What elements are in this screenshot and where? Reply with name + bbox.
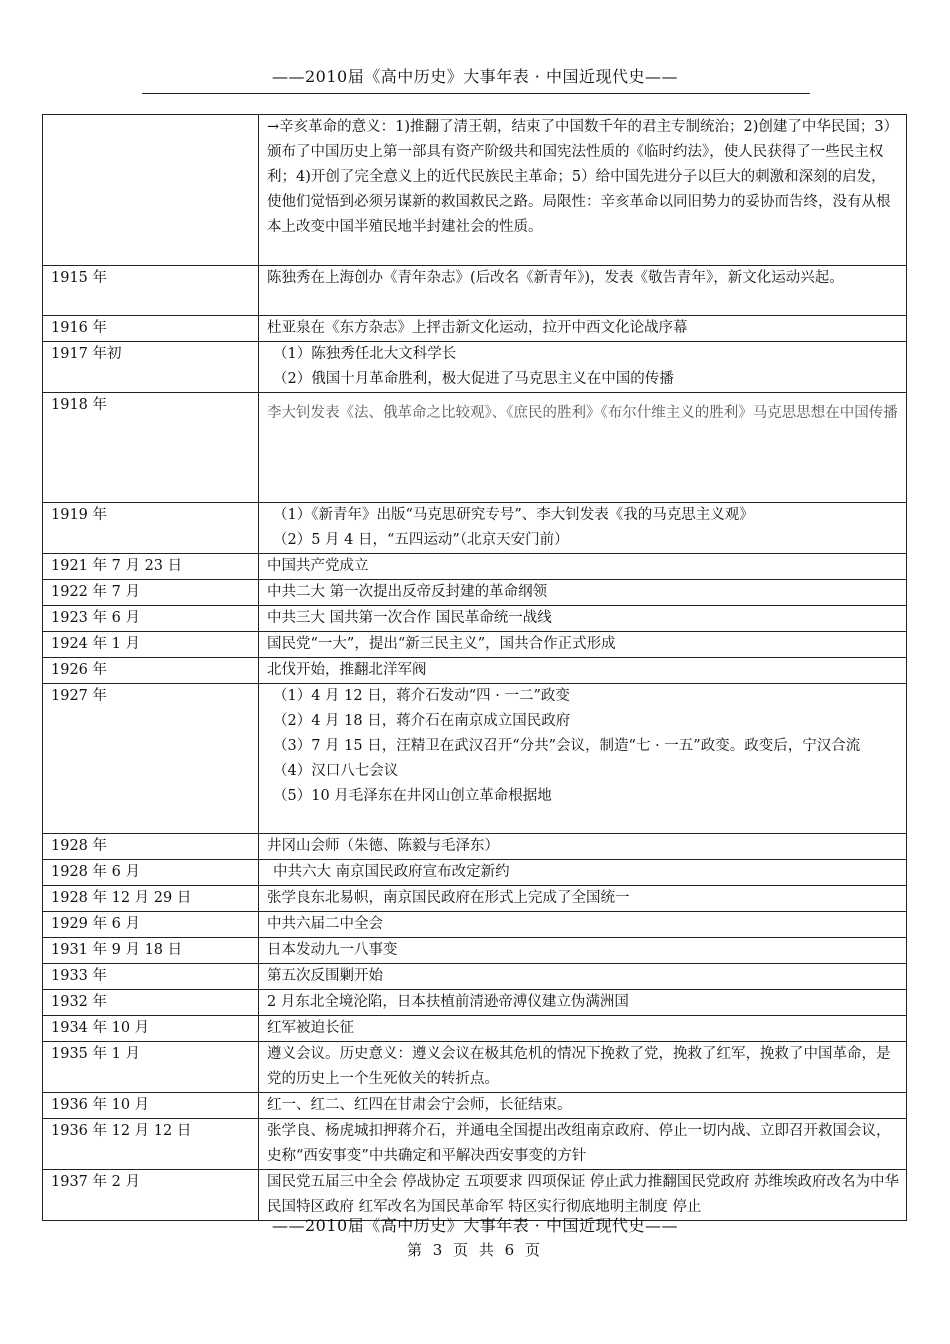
event-line: 中共三大 国共第一次合作 国民革命统一战线: [267, 610, 552, 626]
table-row: [43, 1042, 907, 1093]
table-row: [43, 580, 907, 606]
page-footer: ——2010届《高中历史》大事年表 · 中国近现代史——: [272, 1216, 678, 1235]
row-event: [259, 1093, 907, 1119]
row-date: 1933 年: [43, 964, 259, 990]
event-line: （2）4 月 18 日，蒋介石在南京成立国民政府: [273, 713, 571, 729]
event-line: 中共二大 第一次提出反帝反封建的革命纲领: [267, 584, 548, 600]
row-event: [259, 990, 907, 1016]
table-row: [43, 1093, 907, 1119]
event-line: 日本发动九一八事变: [267, 942, 398, 958]
row-date: 1922 年 7 月: [43, 580, 259, 606]
table-row: [43, 503, 907, 554]
event-line: 国民党五届三中全会 停战协定 五项要求 四项保证 停止武力推翻国民党政府 苏维埃政府改名为中华民国特区政府 红军改名为国民革命军 特区实行彻底地明主制度 停止: [267, 1174, 900, 1215]
row-event: [259, 938, 907, 964]
row-date: 1921 年 7 月 23 日: [43, 554, 259, 580]
table-row: [43, 860, 907, 886]
event-line: →辛亥革命的意义：1)推翻了清王朝，结束了中国数千年的君主专制统治；2)创建了中华民国；3）颁布了中国历史上第一部具有资产阶级共和国宪法性质的《临时约法》，使人民获得了一些民主权利；4)开创了完全意义上的近代民族民主革命；5）给中国先进分子以巨大的刺激和深刻的启发，使他们觉悟到必须另谋新的救国救民之路。局限性：辛亥革命以同旧势力的妥协而告终，没有从根本上改变中国半殖民地半封建社会的性质。: [267, 119, 899, 235]
table-row: [43, 266, 907, 316]
event-line: （3）7 月 15 日，汪精卫在武汉召开“分共”会议，制造“七 · 一五”政变。政变后，宁汉合流: [273, 738, 861, 754]
row-event: [259, 503, 907, 554]
row-date: 1937 年 2 月: [43, 1170, 259, 1221]
row-date: 1919 年: [43, 503, 259, 554]
event-line: 杜亚泉在《东方杂志》上抨击新文化运动，拉开中西文化论战序幕: [267, 320, 688, 336]
row-date: 1924 年 1 月: [43, 632, 259, 658]
row-event: [259, 115, 907, 266]
row-event: [259, 580, 907, 606]
table-row: [43, 316, 907, 342]
row-event: [259, 342, 907, 393]
row-event: [259, 316, 907, 342]
table-row: [43, 834, 907, 860]
row-date: 1928 年: [43, 834, 259, 860]
row-date: 1934 年 10 月: [43, 1016, 259, 1042]
event-line: 第五次反围剿开始: [267, 968, 383, 984]
event-line: 红军被迫长征: [267, 1020, 354, 1036]
row-event: [259, 1042, 907, 1093]
chronology-table: [42, 114, 907, 1221]
row-date: 1927 年: [43, 684, 259, 834]
row-date: 1928 年 6 月: [43, 860, 259, 886]
row-date: 1915 年: [43, 266, 259, 316]
table-row: [43, 115, 907, 266]
table-row: [43, 554, 907, 580]
table-row: [43, 606, 907, 632]
row-date: 1928 年 12 月 29 日: [43, 886, 259, 912]
event-line: 张学良、杨虎城扣押蒋介石，并通电全国提出改组南京政府、停止一切内战、立即召开救国会议，史称“西安事变”中共确定和平解决西安事变的方针: [267, 1123, 891, 1164]
row-date: 1931 年 9 月 18 日: [43, 938, 259, 964]
row-event: [259, 554, 907, 580]
row-date: 1936 年 12 月 12 日: [43, 1119, 259, 1170]
row-event: [259, 860, 907, 886]
row-date: 1935 年 1 月: [43, 1042, 259, 1093]
event-line: （2）5 月 4 日，“五四运动”（北京天安门前）: [273, 532, 569, 548]
row-event: [259, 1016, 907, 1042]
event-line: 红一、红二、红四在甘肃会宁会师，长征结束。: [267, 1097, 572, 1113]
table-row: [43, 684, 907, 834]
event-line: 遵义会议。历史意义：遵义会议在极其危机的情况下挽救了党，挽救了红军，挽救了中国革命，是党的历史上一个生死攸关的转折点。: [267, 1046, 891, 1087]
page-header: ——2010届《高中历史》大事年表 · 中国近现代史——: [272, 67, 678, 86]
row-date: 1917 年初: [43, 342, 259, 393]
row-event: [259, 834, 907, 860]
row-event: [259, 606, 907, 632]
row-date: 1932 年: [43, 990, 259, 1016]
table-row: [43, 912, 907, 938]
event-line: （5）10 月毛泽东在井冈山创立革命根据地: [273, 788, 552, 804]
row-event: [259, 1119, 907, 1170]
row-date: 1918 年: [43, 393, 259, 503]
table-row: [43, 1119, 907, 1170]
table-row: [43, 342, 907, 393]
table-row: [43, 393, 907, 503]
row-event: [259, 964, 907, 990]
table-row: [43, 632, 907, 658]
event-line: 2 月东北全境沦陷，日本扶植前清逊帝溥仪建立伪满洲国: [267, 994, 629, 1010]
row-date: 1926 年: [43, 658, 259, 684]
row-date: 1929 年 6 月: [43, 912, 259, 938]
event-line: 井冈山会师（朱德、陈毅与毛泽东）: [267, 838, 499, 854]
row-date: [43, 115, 259, 266]
event-line: 张学良东北易帜，南京国民政府在形式上完成了全国统一: [267, 890, 630, 906]
blank-space: [267, 430, 900, 458]
row-event: [259, 684, 907, 834]
table-row: [43, 658, 907, 684]
row-event: [259, 393, 907, 503]
page-number: 第 3 页 共 6 页: [407, 1241, 543, 1259]
row-event: [259, 912, 907, 938]
table-row: [43, 1016, 907, 1042]
event-line: （1）4 月 12 日，蒋介石发动“四 · 一二”政变: [273, 688, 570, 704]
event-line: 中国共产党成立: [267, 558, 369, 574]
row-event: [259, 632, 907, 658]
event-line: 中共六大 南京国民政府宣布改定新约: [273, 864, 510, 880]
table-row: [43, 886, 907, 912]
row-event: [259, 266, 907, 316]
event-line: 国民党“一大”，提出“新三民主义”，国共合作正式形成: [267, 636, 616, 652]
row-date: 1936 年 10 月: [43, 1093, 259, 1119]
header-divider: [142, 93, 810, 94]
event-line: （4）汉口八七会议: [273, 763, 399, 779]
row-date: 1916 年: [43, 316, 259, 342]
table-row: [43, 990, 907, 1016]
row-date: 1923 年 6 月: [43, 606, 259, 632]
event-line: （2）俄国十月革命胜利，极大促进了马克思主义在中国的传播: [273, 371, 674, 387]
event-line: 北伐开始，推翻北洋军阀: [267, 662, 427, 678]
event-line: （1）陈独秀任北大文科学长: [273, 346, 457, 362]
event-line: 李大钊发表《法、俄革命之比较观》、《庶民的胜利》《布尔什维主义的胜利》马克思思想在中国传播: [267, 405, 898, 421]
event-line: （1）《新青年》出版“马克思研究专号”、李大钊发表《我的马克思主义观》: [273, 507, 754, 523]
row-event: [259, 886, 907, 912]
table-row: [43, 938, 907, 964]
table-row: [43, 964, 907, 990]
row-event: [259, 658, 907, 684]
event-line: 中共六届二中全会: [267, 916, 383, 932]
event-line: 陈独秀在上海创办《青年杂志》(后改名《新青年》)，发表《敬告青年》，新文化运动兴起。: [267, 270, 844, 286]
